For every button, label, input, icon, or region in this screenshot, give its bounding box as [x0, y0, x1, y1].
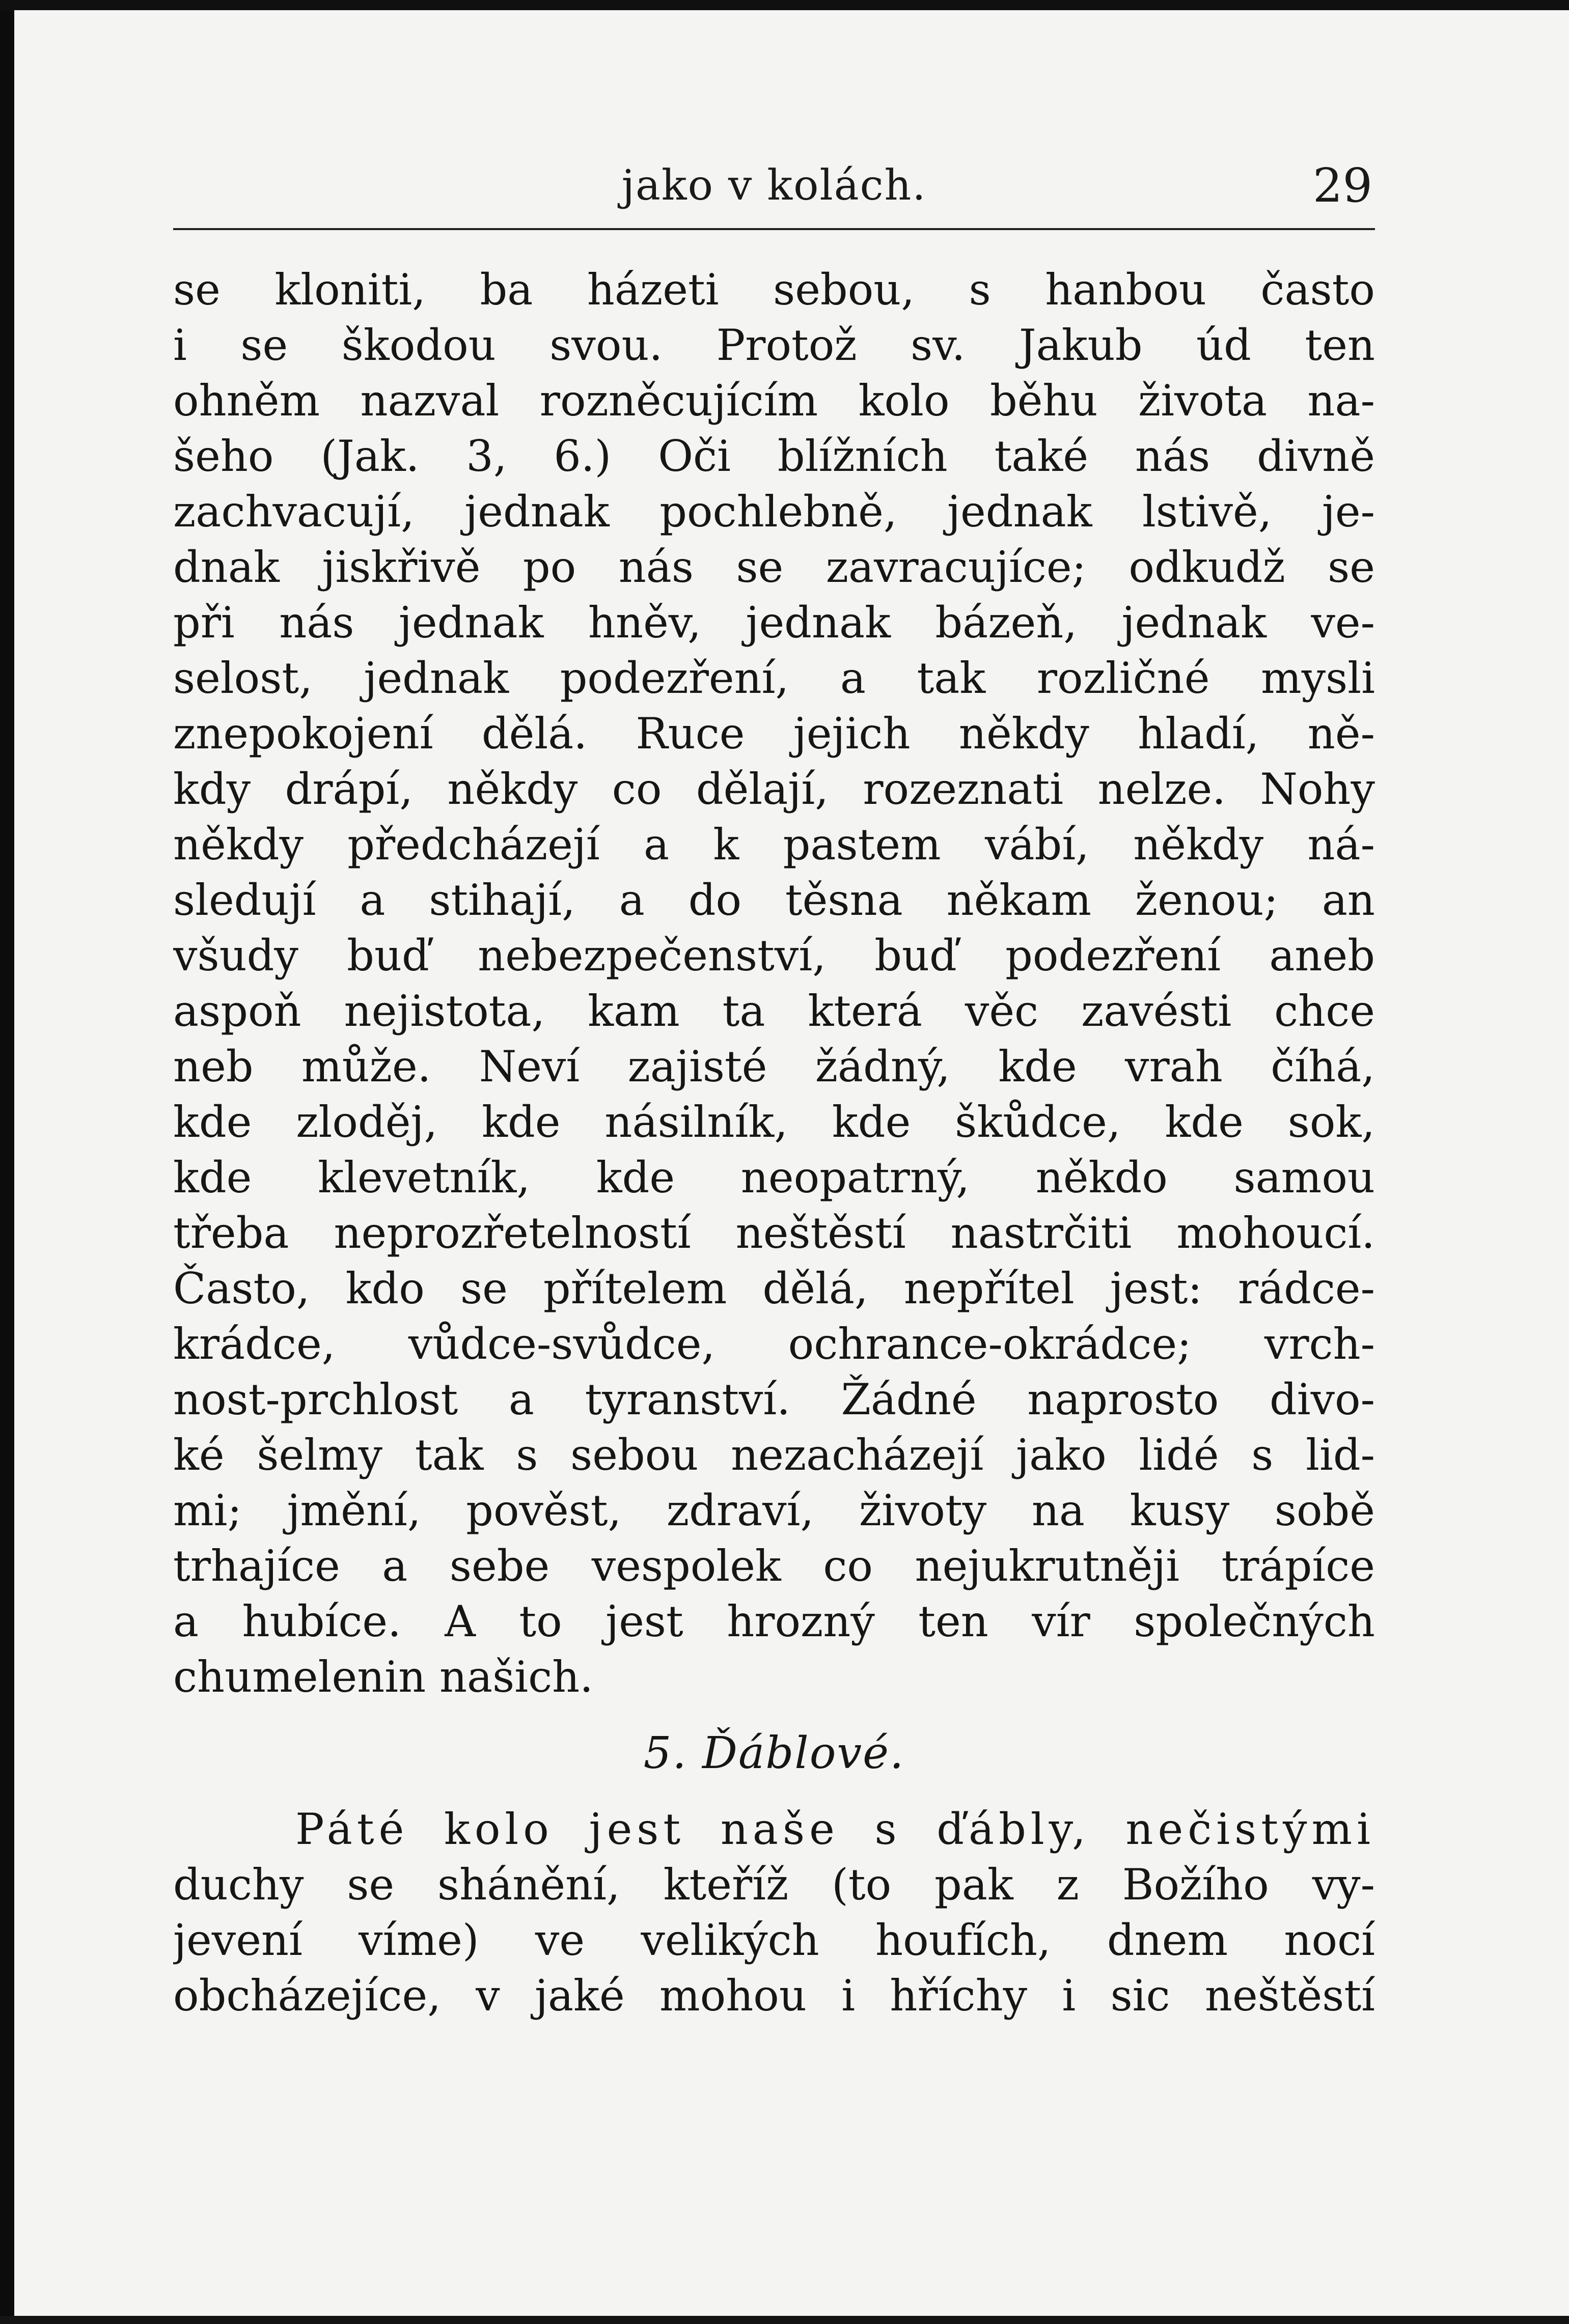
text-line: ké šelmy tak s sebou nezacházejí jako lidé s lid- — [173, 1430, 1375, 1480]
scan-edge-left — [0, 0, 14, 2324]
paragraph-2 — [173, 1802, 1375, 2024]
text-line: Páté kolo jest naše s ďábly, nečistými — [295, 1804, 1375, 1854]
text-line: chumelenin našich. — [173, 1652, 593, 1702]
text-line: obcházejíce, v jaké mohou i hříchy i sic neštěstí — [173, 1971, 1375, 2021]
text-line: trhajíce a sebe vespolek co nejukrutněji trápíce — [173, 1541, 1375, 1591]
text-line: se kloniti, ba házeti sebou, s hanbou často — [173, 265, 1375, 315]
text-line: ohněm nazval rozněcujícím kolo běhu života na- — [173, 376, 1375, 426]
text-line: sledují a stihají, a do těsna někam ženou; an — [173, 875, 1375, 925]
text-line: Často, kdo se přítelem dělá, nepřítel jest: rádce- — [173, 1264, 1375, 1313]
text-line: zachvacují, jednak pochlebně, jednak lstivě, je- — [173, 487, 1375, 537]
text-line: aspoň nejistota, kam ta která věc zavésti chce — [173, 986, 1375, 1036]
text-line: šeho (Jak. 3, 6.) Oči blížních také nás divně — [173, 431, 1375, 481]
text-line: a hubíce. A to jest hrozný ten vír společných — [173, 1597, 1375, 1646]
text-line: třeba neprozřetelností neštěstí nastrčiti mohoucí. — [173, 1208, 1375, 1258]
text-line: selost, jednak podezření, a tak rozličné mysli — [173, 653, 1375, 703]
running-head — [176, 153, 1372, 219]
text-line: neb může. Neví zajisté žádný, kde vrah číhá, — [173, 1042, 1375, 1091]
running-title: jako v kolách. — [621, 161, 927, 210]
text-line: někdy předcházejí a k pastem vábí, někdy ná- — [173, 820, 1375, 870]
text-line: kdy drápí, někdy co dělají, rozeznati nelze. Nohy — [173, 764, 1375, 814]
body-text — [173, 262, 1375, 2024]
section-heading: 5. Ďáblové. — [643, 1728, 905, 1779]
text-line: kde klevetník, kde neopatrný, někdo samou — [173, 1153, 1375, 1202]
scan-edge-bottom — [0, 2316, 1569, 2324]
text-line: mi; jmění, pověst, zdraví, životy na kusy sobě — [173, 1486, 1375, 1535]
text-line: kde zloděj, kde násilník, kde škůdce, kde sok, — [173, 1097, 1375, 1147]
text-line: duchy se shánění, kteříž (to pak z Božího vy- — [173, 1860, 1375, 1910]
text-line: i se škodou svou. Protož sv. Jakub úd ten — [173, 320, 1375, 370]
text-line: všudy buď nebezpečenství, buď podezření aneb — [173, 931, 1375, 981]
paragraph-1 — [173, 262, 1375, 1705]
text-line: nost-prchlost a tyranství. Žádné naprosto divo- — [173, 1375, 1375, 1424]
header-rule — [173, 228, 1375, 230]
page-number: 29 — [1312, 158, 1372, 213]
text-line: krádce, vůdce-svůdce, ochrance-okrádce; vrch- — [173, 1319, 1375, 1369]
text-line: jevení víme) ve velikých houfích, dnem nocí — [173, 1915, 1375, 1965]
text-line: znepokojení dělá. Ruce jejich někdy hladí, ně- — [173, 709, 1375, 759]
text-line: při nás jednak hněv, jednak bázeň, jednak ve- — [173, 598, 1375, 648]
scan-edge-top — [0, 0, 1569, 10]
text-line: dnak jiskřivě po nás se zavracujíce; odkudž se — [173, 542, 1375, 592]
